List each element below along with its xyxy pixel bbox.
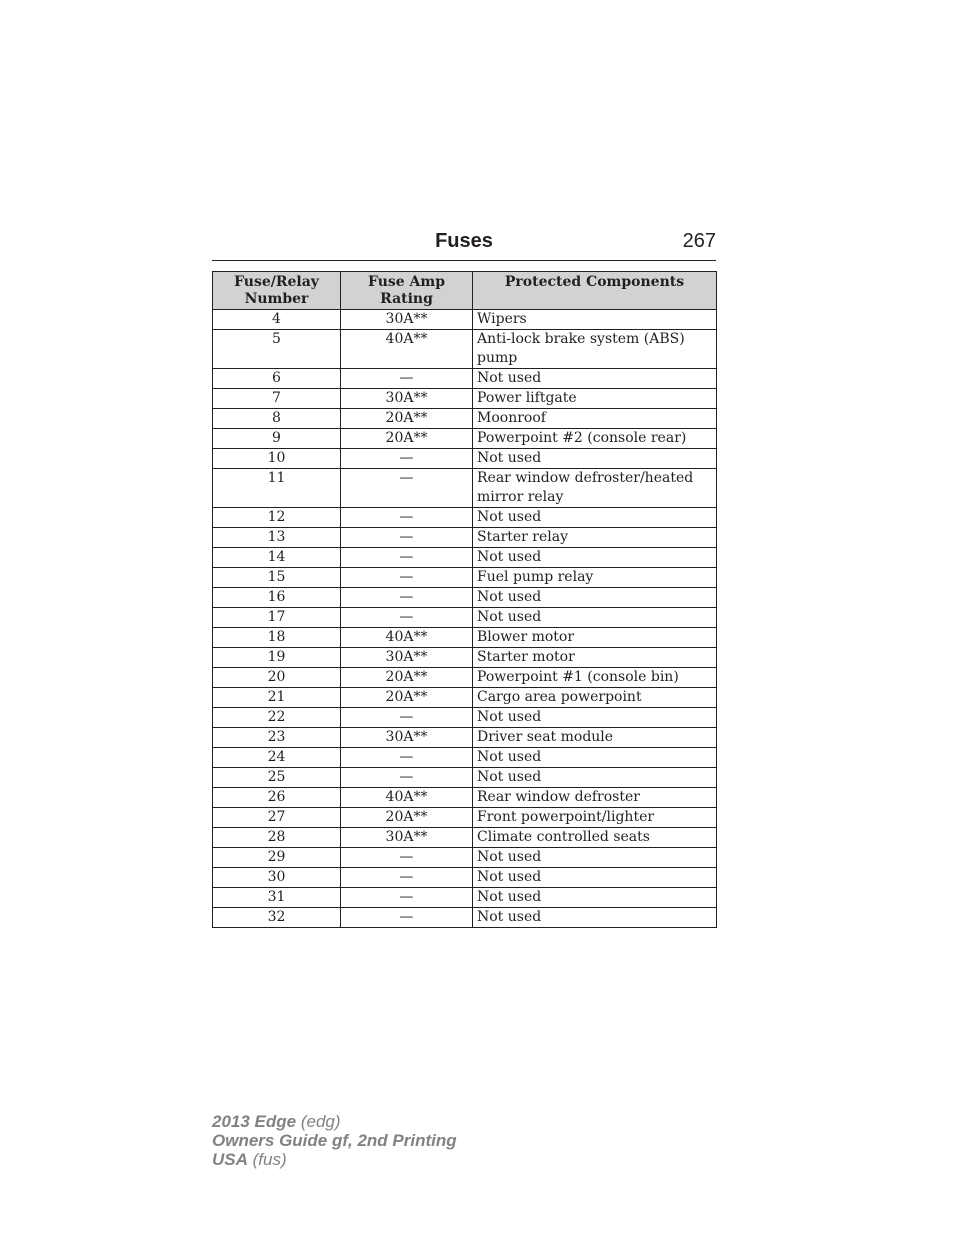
table-row bbox=[213, 668, 717, 688]
column-header-amp-rating-line2: Rating bbox=[380, 291, 433, 307]
protected-component-cell: Not used bbox=[473, 848, 717, 868]
protected-component-cell: Rear window defroster/heated mirror relay bbox=[473, 469, 717, 508]
table-row bbox=[213, 568, 717, 588]
table-row bbox=[213, 429, 717, 449]
amp-rating-cell: — bbox=[341, 548, 473, 568]
page-header bbox=[212, 228, 716, 261]
protected-component-cell: Not used bbox=[473, 508, 717, 528]
fuse-number-cell: 28 bbox=[213, 828, 341, 848]
amp-rating-cell: 20A** bbox=[341, 668, 473, 688]
table-row bbox=[213, 728, 717, 748]
protected-component-cell: Fuel pump relay bbox=[473, 568, 717, 588]
column-header-protected-components: Protected Components bbox=[473, 272, 717, 310]
fuse-number-cell: 13 bbox=[213, 528, 341, 548]
fuse-number-cell: 9 bbox=[213, 429, 341, 449]
fuse-number-cell: 16 bbox=[213, 588, 341, 608]
protected-component-cell: Blower motor bbox=[473, 628, 717, 648]
protected-component-cell: Not used bbox=[473, 608, 717, 628]
amp-rating-cell: — bbox=[341, 508, 473, 528]
table-row bbox=[213, 828, 717, 848]
fuse-number-cell: 6 bbox=[213, 369, 341, 389]
table-row bbox=[213, 608, 717, 628]
amp-rating-cell: — bbox=[341, 568, 473, 588]
amp-rating-cell: 20A** bbox=[341, 808, 473, 828]
amp-rating-cell: 40A** bbox=[341, 788, 473, 808]
fuse-number-cell: 14 bbox=[213, 548, 341, 568]
amp-rating-cell: 30A** bbox=[341, 648, 473, 668]
fuse-number-cell: 5 bbox=[213, 330, 341, 369]
amp-rating-cell: 20A** bbox=[341, 688, 473, 708]
table-row bbox=[213, 369, 717, 389]
fuse-number-cell: 29 bbox=[213, 848, 341, 868]
fuse-number-cell: 24 bbox=[213, 748, 341, 768]
table-row bbox=[213, 848, 717, 868]
protected-component-cell: Powerpoint #1 (console bin) bbox=[473, 668, 717, 688]
fuse-number-cell: 22 bbox=[213, 708, 341, 728]
protected-component-cell: Not used bbox=[473, 768, 717, 788]
amp-rating-cell: 20A** bbox=[341, 409, 473, 429]
column-header-amp-rating-line1: Fuse Amp bbox=[368, 274, 445, 290]
footer-line-2 bbox=[212, 1131, 457, 1150]
protected-component-cell: Power liftgate bbox=[473, 389, 717, 409]
table-row bbox=[213, 808, 717, 828]
protected-component-cell: Not used bbox=[473, 888, 717, 908]
table-row bbox=[213, 648, 717, 668]
protected-component-cell: Not used bbox=[473, 449, 717, 469]
protected-component-cell: Not used bbox=[473, 868, 717, 888]
protected-component-cell: Not used bbox=[473, 748, 717, 768]
table-row bbox=[213, 748, 717, 768]
table-header-row bbox=[213, 272, 717, 310]
protected-component-cell: Not used bbox=[473, 588, 717, 608]
protected-component-cell: Wipers bbox=[473, 310, 717, 330]
fuse-number-cell: 21 bbox=[213, 688, 341, 708]
table-row bbox=[213, 330, 717, 369]
table-row bbox=[213, 469, 717, 508]
table-row bbox=[213, 528, 717, 548]
amp-rating-cell: — bbox=[341, 748, 473, 768]
amp-rating-cell: — bbox=[341, 528, 473, 548]
protected-component-cell: Climate controlled seats bbox=[473, 828, 717, 848]
column-header-amp-rating bbox=[341, 272, 473, 310]
amp-rating-cell: — bbox=[341, 908, 473, 928]
table-row bbox=[213, 788, 717, 808]
fuse-number-cell: 23 bbox=[213, 728, 341, 748]
fuse-table bbox=[212, 271, 717, 928]
amp-rating-cell: 40A** bbox=[341, 330, 473, 369]
protected-component-cell: Not used bbox=[473, 908, 717, 928]
footer-line-1 bbox=[212, 1112, 457, 1131]
fuse-number-cell: 32 bbox=[213, 908, 341, 928]
fuse-number-cell: 12 bbox=[213, 508, 341, 528]
fuse-number-cell: 31 bbox=[213, 888, 341, 908]
table-row bbox=[213, 888, 717, 908]
amp-rating-cell: — bbox=[341, 608, 473, 628]
amp-rating-cell: — bbox=[341, 369, 473, 389]
footer-market-code: (fus) bbox=[247, 1150, 287, 1169]
amp-rating-cell: — bbox=[341, 449, 473, 469]
table-row bbox=[213, 310, 717, 330]
fuse-number-cell: 8 bbox=[213, 409, 341, 429]
footer-model-code: (edg) bbox=[296, 1112, 341, 1131]
amp-rating-cell: — bbox=[341, 768, 473, 788]
column-header-fuse-number-line1: Fuse/Relay bbox=[234, 274, 319, 290]
footer bbox=[212, 1112, 457, 1169]
table-row bbox=[213, 628, 717, 648]
amp-rating-cell: — bbox=[341, 708, 473, 728]
amp-rating-cell: — bbox=[341, 868, 473, 888]
amp-rating-cell: — bbox=[341, 469, 473, 508]
fuse-number-cell: 20 bbox=[213, 668, 341, 688]
table-row bbox=[213, 548, 717, 568]
table-row bbox=[213, 389, 717, 409]
fuse-number-cell: 26 bbox=[213, 788, 341, 808]
fuse-number-cell: 19 bbox=[213, 648, 341, 668]
fuse-number-cell: 27 bbox=[213, 808, 341, 828]
protected-component-cell: Moonroof bbox=[473, 409, 717, 429]
table-row bbox=[213, 449, 717, 469]
table-row bbox=[213, 688, 717, 708]
fuse-number-cell: 18 bbox=[213, 628, 341, 648]
amp-rating-cell: — bbox=[341, 848, 473, 868]
table-row bbox=[213, 868, 717, 888]
amp-rating-cell: 30A** bbox=[341, 728, 473, 748]
protected-component-cell: Starter motor bbox=[473, 648, 717, 668]
protected-component-cell: Powerpoint #2 (console rear) bbox=[473, 429, 717, 449]
protected-component-cell: Rear window defroster bbox=[473, 788, 717, 808]
column-header-fuse-number-line2: Number bbox=[244, 291, 309, 307]
amp-rating-cell: 40A** bbox=[341, 628, 473, 648]
footer-model: 2013 Edge bbox=[212, 1112, 297, 1131]
fuse-number-cell: 10 bbox=[213, 449, 341, 469]
amp-rating-cell: 20A** bbox=[341, 429, 473, 449]
protected-component-cell: Not used bbox=[473, 548, 717, 568]
table-row bbox=[213, 508, 717, 528]
fuse-number-cell: 4 bbox=[213, 310, 341, 330]
amp-rating-cell: — bbox=[341, 888, 473, 908]
page-number: 267 bbox=[682, 230, 716, 252]
amp-rating-cell: 30A** bbox=[341, 389, 473, 409]
table-row bbox=[213, 908, 717, 928]
footer-market: USA bbox=[212, 1150, 248, 1169]
protected-component-cell: Starter relay bbox=[473, 528, 717, 548]
fuse-number-cell: 11 bbox=[213, 469, 341, 508]
fuse-number-cell: 17 bbox=[213, 608, 341, 628]
table-row bbox=[213, 708, 717, 728]
protected-component-cell: Not used bbox=[473, 708, 717, 728]
amp-rating-cell: 30A** bbox=[341, 828, 473, 848]
page-title: Fuses bbox=[435, 230, 493, 252]
fuse-number-cell: 7 bbox=[213, 389, 341, 409]
footer-line-3 bbox=[212, 1150, 457, 1169]
table-row bbox=[213, 768, 717, 788]
protected-component-cell: Front powerpoint/lighter bbox=[473, 808, 717, 828]
protected-component-cell: Not used bbox=[473, 369, 717, 389]
table-row bbox=[213, 588, 717, 608]
table-row bbox=[213, 409, 717, 429]
fuse-number-cell: 25 bbox=[213, 768, 341, 788]
protected-component-cell: Anti-lock brake system (ABS) pump bbox=[473, 330, 717, 369]
protected-component-cell: Driver seat module bbox=[473, 728, 717, 748]
column-header-fuse-number bbox=[213, 272, 341, 310]
protected-component-cell: Cargo area powerpoint bbox=[473, 688, 717, 708]
amp-rating-cell: 30A** bbox=[341, 310, 473, 330]
fuse-number-cell: 15 bbox=[213, 568, 341, 588]
table-body bbox=[213, 310, 717, 928]
fuse-number-cell: 30 bbox=[213, 868, 341, 888]
footer-guide: Owners Guide gf, 2nd Printing bbox=[212, 1131, 457, 1150]
amp-rating-cell: — bbox=[341, 588, 473, 608]
